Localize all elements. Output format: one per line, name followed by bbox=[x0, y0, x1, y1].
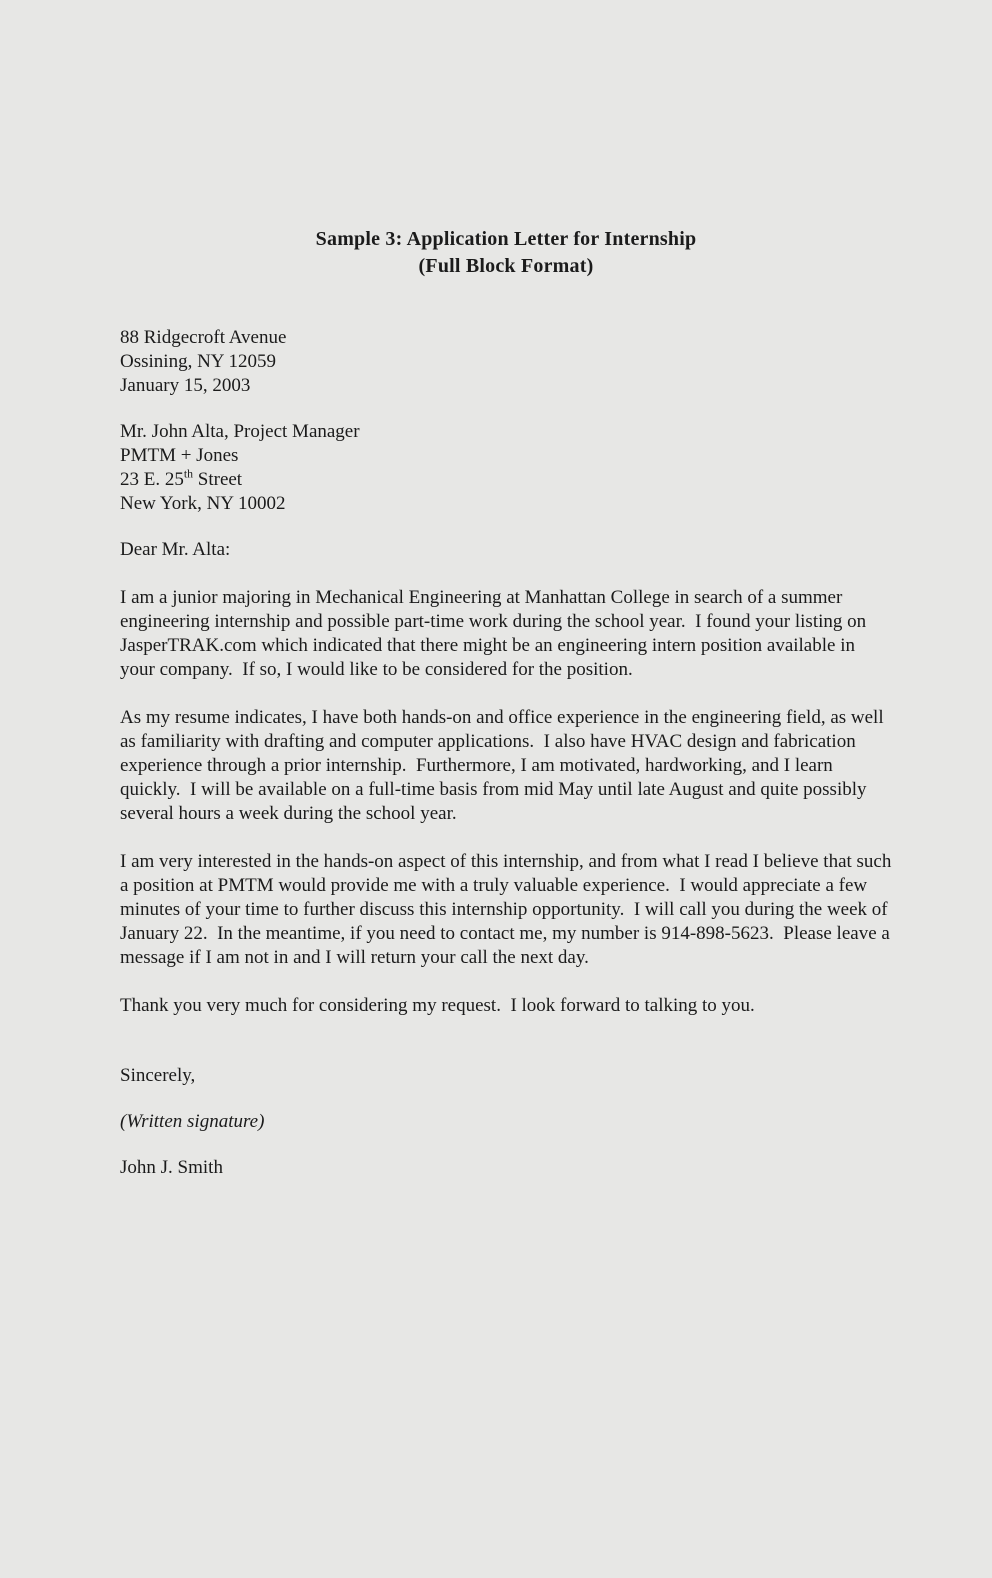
street-number: 23 E. 25 bbox=[120, 469, 184, 490]
letter-content bbox=[120, 226, 897, 1180]
body-paragraph-3: I am very interested in the hands-on aspect of this internship, and from what I read I believe that such a position at PMTM would provide me with a truly valuable experience. I would appreciate a few minutes of your time to further discuss this internship opportunity. I will call you during the week of January 22. In the meantime, if you need to contact me, my number is 914-898-5623. Please leave a message if I am not in and I will return your call the next day. bbox=[120, 851, 897, 968]
sender-city-line: Ossining, NY 12059 bbox=[120, 351, 277, 372]
salutation-line: Dear Mr. Alta: bbox=[120, 539, 231, 560]
body-paragraph-2: As my resume indicates, I have both hands-on and office experience in the engineering field, as well as familiarity with drafting and computer applications. I also have HVAC design and fabrication experience through a prior internship. Furthermore, I am motivated, hardworking, and I learn quickly. I will be available on a full-time basis from mid May until late August and quite possibly several hours a week during the school year. bbox=[120, 707, 889, 824]
body-paragraph-1: I am a junior majoring in Mechanical Engineering at Manhattan College in search of a summer engineering internship and possible part-time work during the school year. I found your listing on JasperTRAK.com which indicated that there might be an engineering intern position available in your company. If so, I would like to be considered for the position. bbox=[120, 587, 871, 680]
date-line: January 15, 2003 bbox=[120, 375, 251, 396]
signature-name-line: John J. Smith bbox=[120, 1157, 223, 1178]
thanks-paragraph: Thank you very much for considering my request. I look forward to talking to you. bbox=[120, 995, 755, 1016]
sender-address-block bbox=[120, 326, 892, 398]
recipient-name-line: Mr. John Alta, Project Manager bbox=[120, 421, 360, 442]
signature-name bbox=[120, 1156, 892, 1180]
document-title bbox=[120, 226, 892, 280]
recipient-street-line bbox=[120, 468, 892, 492]
title-line-2: (Full Block Format) bbox=[418, 255, 594, 277]
title-line-1: Sample 3: Application Letter for Internship bbox=[315, 228, 697, 250]
street-ordinal-superscript: th bbox=[183, 467, 194, 481]
signature-note-line: (Written signature) bbox=[120, 1111, 265, 1132]
salutation bbox=[120, 538, 892, 562]
street-name: Street bbox=[193, 469, 243, 490]
recipient-company-line: PMTM + Jones bbox=[120, 445, 239, 466]
closing bbox=[120, 1064, 892, 1088]
recipient-address-block bbox=[120, 420, 892, 516]
signature-placeholder bbox=[120, 1110, 892, 1134]
closing-line: Sincerely, bbox=[120, 1065, 196, 1086]
sender-street-line: 88 Ridgecroft Avenue bbox=[120, 327, 287, 348]
recipient-city-line: New York, NY 10002 bbox=[120, 493, 286, 514]
